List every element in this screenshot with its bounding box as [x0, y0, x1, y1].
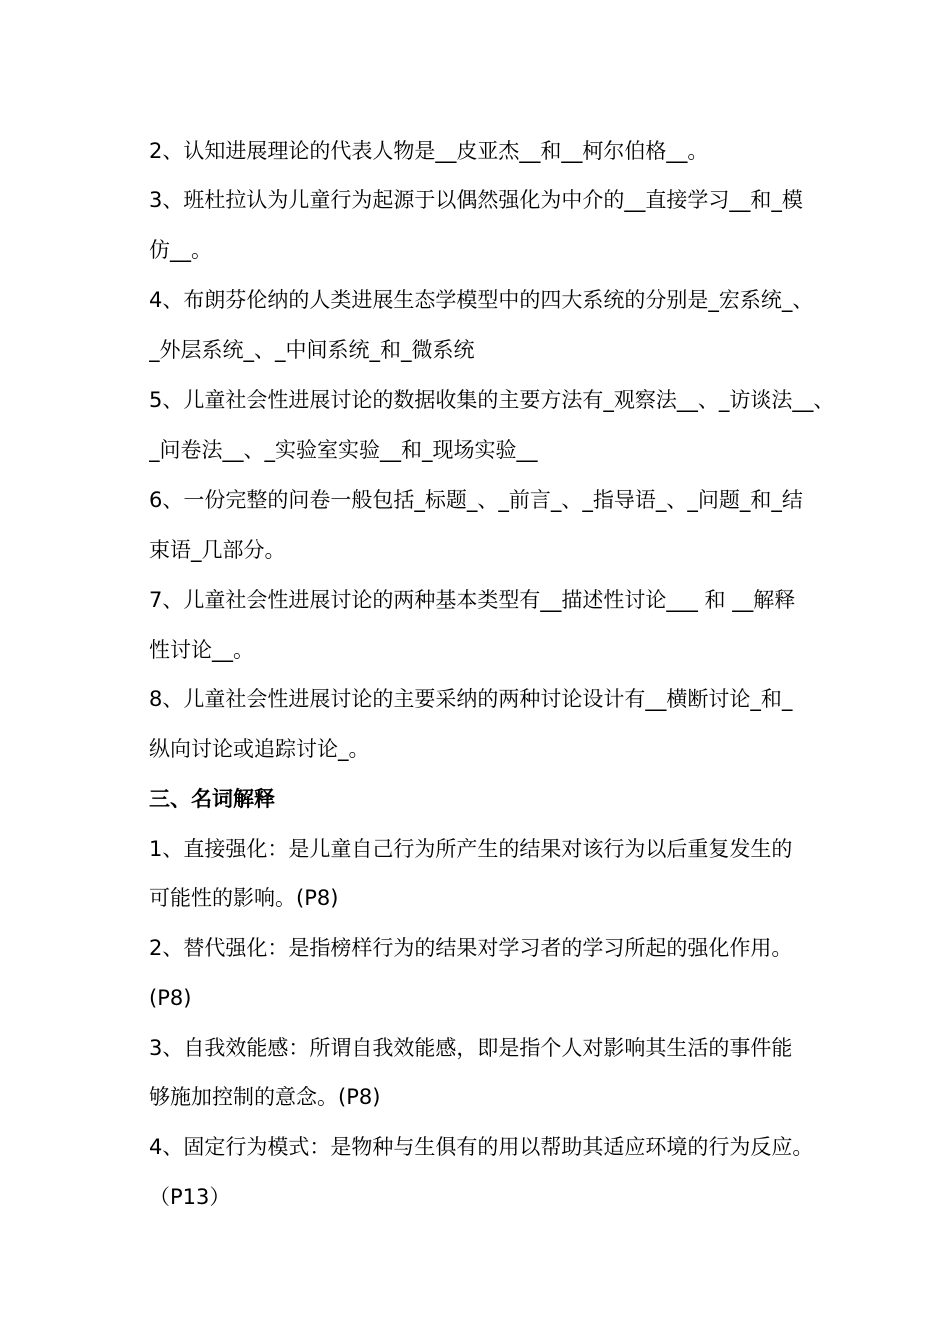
text-line: 纵向讨论或追踪讨论_。 — [149, 737, 370, 761]
text-line: 4、布朗芬伦纳的人类进展生态学模型中的四大系统的分别是_宏系统_、 — [149, 288, 814, 312]
text-line: 可能性的影响。(P8) — [149, 886, 339, 910]
text-line: 6、一份完整的问卷一般包括_标题_、_前言_、_指导语_、_问题_和_结 — [149, 488, 803, 512]
text-line: 仿__。 — [149, 238, 212, 262]
text-line: 性讨论__。 — [149, 638, 254, 662]
text-line: 5、儿童社会性进展讨论的数据收集的主要方法有_观察法__、_访谈法__、 — [149, 388, 835, 412]
text-line: 4、固定行为模式：是物种与生俱有的用以帮助其适应环境的行为反应。 — [149, 1135, 814, 1159]
text-line: 束语_几部分。 — [149, 538, 286, 562]
text-line: 2、认知进展理论的代表人物是__皮亚杰__和__柯尔伯格__。 — [149, 139, 709, 163]
text-line: 8、儿童社会性进展讨论的主要采纳的两种讨论设计有__横断讨论_和_ — [149, 687, 793, 711]
text-line: （P13） — [149, 1185, 231, 1209]
text-line: _问卷法__、_实验室实验__和_现场实验__ — [149, 438, 538, 462]
section-heading: 三、名词解释 — [149, 787, 275, 811]
text-line: 2、替代强化：是指榜样行为的结果对学习者的学习所起的强化作用。 — [149, 936, 793, 960]
text-line: 3、自我效能感：所谓自我效能感，即是指个人对影响其生活的事件能 — [149, 1036, 793, 1060]
text-line: 7、儿童社会性进展讨论的两种基本类型有__描述性讨论___ 和 __解释 — [149, 588, 796, 612]
text-line: 够施加控制的意念。(P8) — [149, 1085, 381, 1109]
text-line: (P8) — [149, 986, 192, 1010]
text-line: 3、班杜拉认为儿童行为起源于以偶然强化为中介的__直接学习__和_模 — [149, 188, 803, 212]
text-line: 1、直接强化：是儿童自己行为所产生的结果对该行为以后重复发生的 — [149, 837, 793, 861]
text-line: _外层系统_、_中间系统_和_微系统 — [149, 338, 475, 362]
